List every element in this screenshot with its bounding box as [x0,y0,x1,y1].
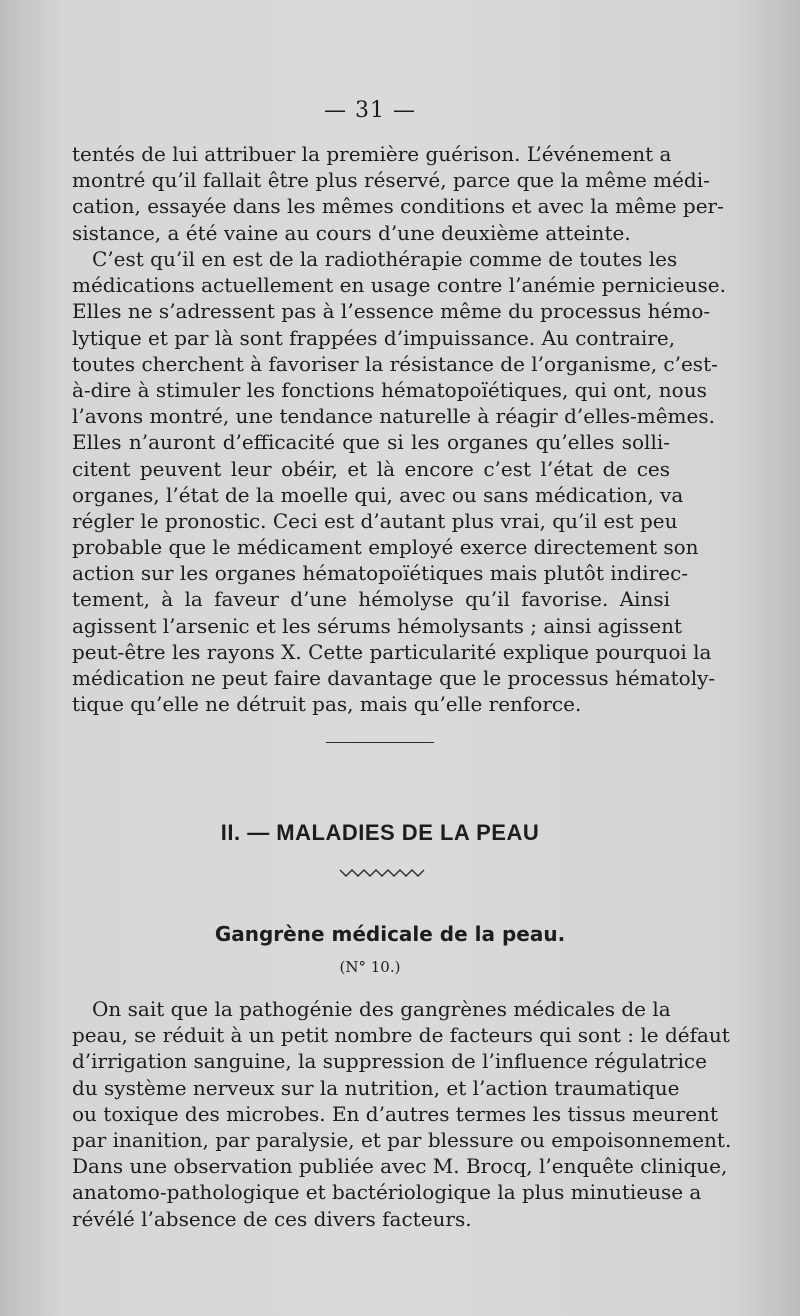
section-heading: II. — MALADIES DE LA PEAU [220,820,540,845]
text-line: tentés de lui attribuer la première guérison. L’événement a [72,142,672,166]
text-line: tement, à la faveur d’une hémolyse qu’il favorise. Ainsi [72,587,670,612]
text-line: révélé l’absence de ces divers facteurs. [72,1206,472,1231]
text-line: peut-être les rayons X. Cette particularité explique pourquoi la [72,639,712,664]
text-line: régler le pronostic. Ceci est d’autant plus vrai, qu’il est peu [72,508,678,533]
text-line: action sur les organes hématopoïétiques mais plutôt indirec- [72,561,689,586]
text-line: d’irrigation sanguine, la suppression de l’influence régulatrice [72,1049,707,1074]
page-number: — 31 — [324,98,416,123]
text-line: cation, essayée dans les mêmes conditions et avec la même per- [72,194,724,219]
text-line: On sait que la pathogénie des gangrènes médicales de la [92,997,671,1021]
paragraph-gangrene [72,996,732,1232]
note-number: (N° 10.) [339,958,401,976]
text-line: organes, l’état de la moelle qui, avec ou sans médication, va [72,482,684,507]
text-line: agissent l’arsenic et les sérums hémolysants ; ainsi agissent [72,613,683,638]
text-line: probable que le médicament employé exerce directement son [72,535,699,560]
text-line: ou toxique des microbes. En d’autres termes les tissus meurent [72,1101,718,1126]
text-line: anatomo-pathologique et bactériologique la plus minutieuse a [72,1180,702,1205]
text-line: l’avons montré, une tendance naturelle à réagir d’elles-mêmes. [72,404,715,429]
text-line: C’est qu’il en est de la radiothérapie comme de toutes les [92,247,678,271]
text-line: par inanition, par paralysie, et par blessure ou empoisonnement. [72,1127,732,1152]
paragraph-radiotherapy [72,246,726,717]
text-line: Elles ne s’adressent pas à l’essence même du processus hémo- [72,299,711,324]
text-line: du système nerveux sur la nutrition, et l’action traumatique [72,1075,680,1100]
text-line: médications actuellement en usage contre l’anémie pernicieuse. [72,273,726,298]
text-line: à-dire à stimuler les fonctions hématopoïétiques, qui ont, nous [72,377,707,402]
text-line: Elles n’auront d’efficacité que si les organes qu’elles solli- [72,430,670,455]
text-line: tique qu’elle ne détruit pas, mais qu’elle renforce. [72,692,582,717]
section-divider-rule [326,742,434,743]
paragraph-continuation [72,141,724,246]
ornamental-squiggle [338,866,428,880]
text-line: citent peuvent leur obéir, et là encore c’est l’état de ces [72,456,670,481]
text-line: Dans une observation publiée avec M. Brocq, l’enquête clinique, [72,1154,728,1179]
subheading: Gangrène médicale de la peau. [214,922,566,946]
text-line: montré qu’il fallait être plus réservé, parce que la même médi- [72,168,710,193]
text-line: médication ne peut faire davantage que le processus hématoly- [72,666,716,690]
text-line: toutes cherchent à favoriser la résistance de l’organisme, c’est- [72,351,718,376]
text-line: sistance, a été vaine au cours d’une deuxième atteinte. [72,220,631,245]
text-line: lytique et par là sont frappées d’impuissance. Au contraire, [72,325,676,350]
text-line: peau, se réduit à un petit nombre de facteurs qui sont : le défaut [72,1023,730,1048]
